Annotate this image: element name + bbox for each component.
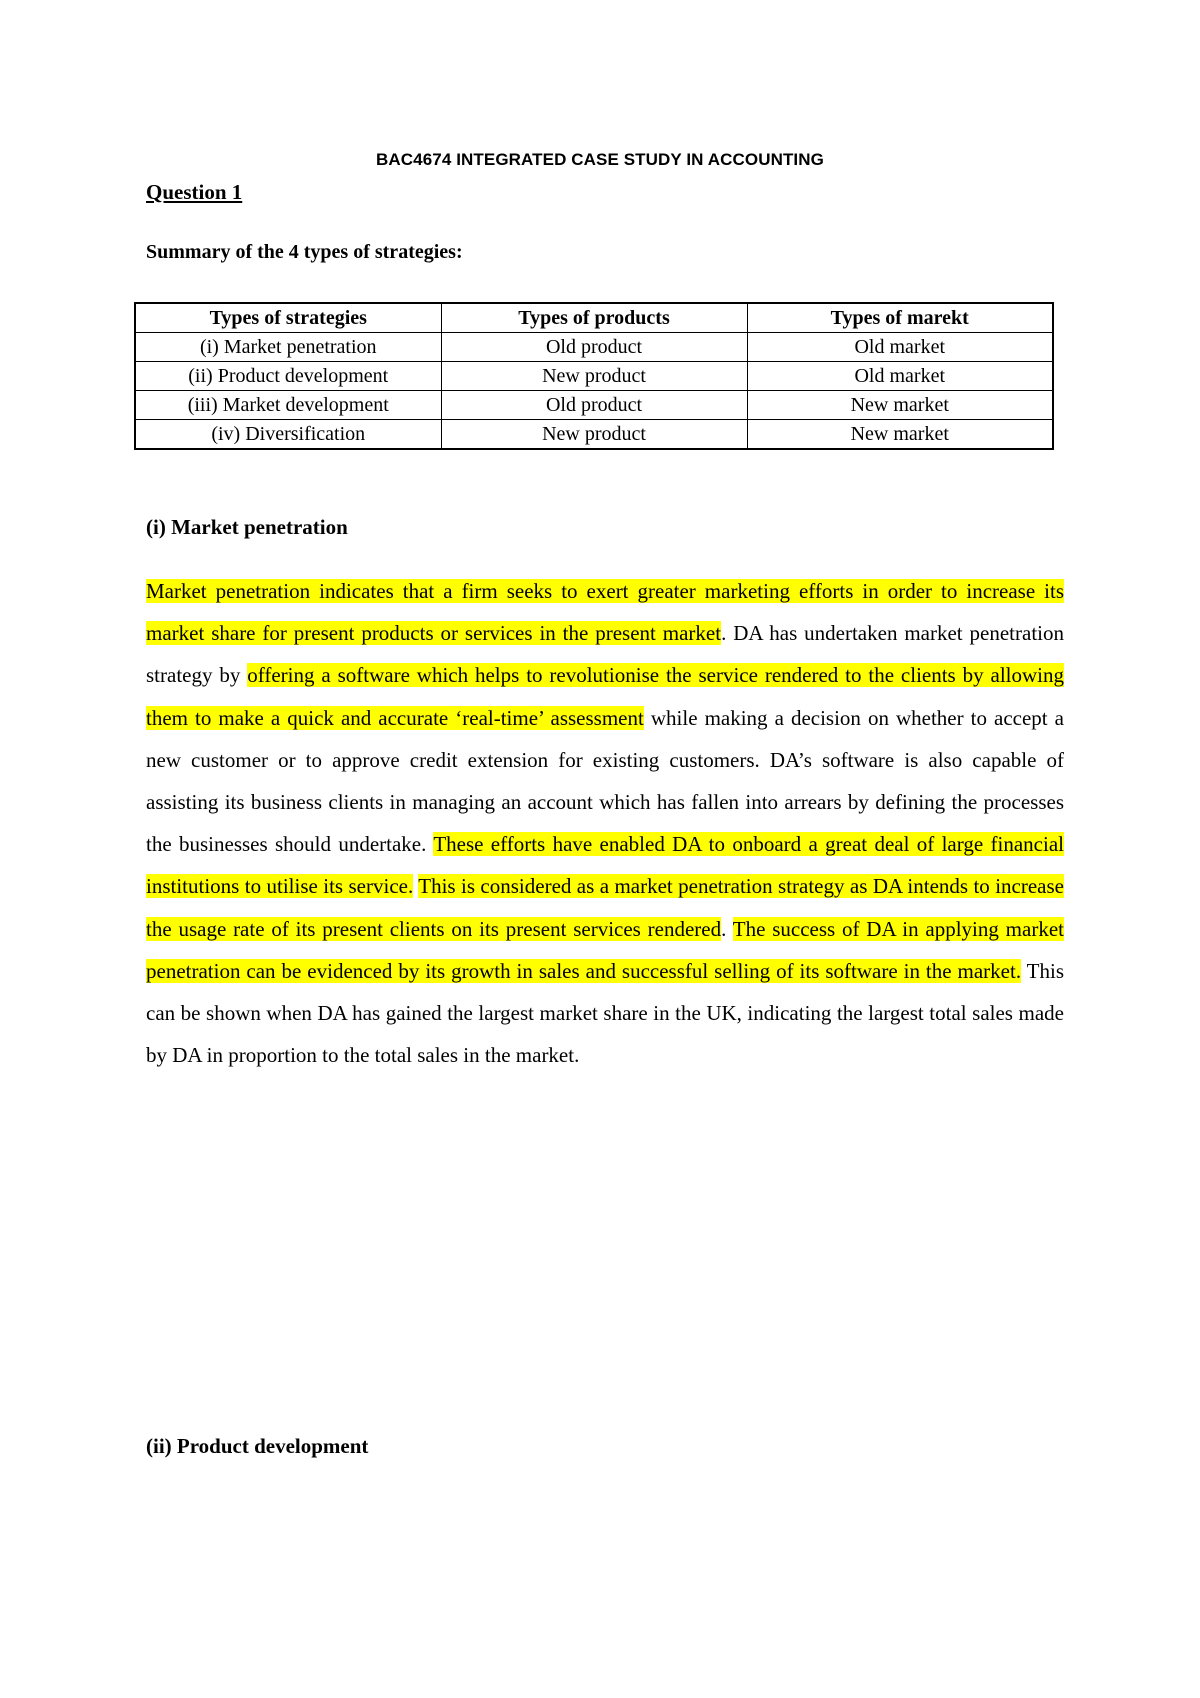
table-cell: Old product [441, 333, 747, 362]
table-header-cell: Types of products [441, 303, 747, 333]
table-row [135, 391, 1053, 420]
question-heading: Question 1 [146, 180, 243, 204]
table-row [135, 333, 1053, 362]
section-heading-market-penetration: (i) Market penetration [146, 515, 348, 539]
highlighted-text: These efforts have enabled DA to onboard a great deal of large financial institutions to utilise its service. [146, 832, 1064, 899]
table-cell: New market [747, 420, 1053, 450]
table-cell: Old product [441, 391, 747, 420]
table-cell: New market [747, 391, 1053, 420]
table-cell: Old market [747, 333, 1053, 362]
market-penetration-paragraph [146, 570, 1064, 1076]
strategy-table [134, 302, 1054, 450]
table-cell: (iv) Diversification [135, 420, 441, 450]
highlighted-text: This is considered as a market penetration strategy as DA intends to increase the usage rate of its present clients on its present services rendered [146, 874, 1064, 941]
table-row [135, 420, 1053, 450]
table-cell: (i) Market penetration [135, 333, 441, 362]
paragraph-text: while making a decision on whether to accept a new customer or to approve credit extension for existing customers. DA’s software is also capable of assisting its business clients in managing an account which has fallen into arrears by defining the processes the businesses should undertake. [146, 705, 1064, 857]
summary-heading: Summary of the 4 types of strategies: [146, 241, 463, 263]
section-heading-product-development: (ii) Product development [146, 1434, 369, 1458]
paragraph-text: . DA has undertaken market penetration strategy by [146, 621, 1064, 688]
highlighted-text: Market penetration indicates that a firm seeks to exert greater marketing efforts in order to increase its market share for present products or services in the present market [146, 579, 1064, 646]
table-cell: (iii) Market development [135, 391, 441, 420]
paragraph-text: This can be shown when DA has gained the largest market share in the UK, indicating the largest total sales made by DA in proportion to the total sales in the market. [146, 958, 1064, 1068]
document-title: BAC4674 INTEGRATED CASE STUDY IN ACCOUNTING [376, 150, 824, 169]
table-cell: Old market [747, 362, 1053, 391]
table-row [135, 362, 1053, 391]
table-header-cell: Types of strategies [135, 303, 441, 333]
highlighted-text: offering a software which helps to revolutionise the service rendered to the clients by allowing them to make a quick and accurate ‘real-time’ assessment [146, 663, 1064, 730]
table-cell: New product [441, 420, 747, 450]
highlighted-text: The success of DA in applying market penetration can be evidenced by its growth in sales and successful selling of its software in the market. [146, 916, 1064, 983]
table-cell: (ii) Product development [135, 362, 441, 391]
table-cell: New product [441, 362, 747, 391]
table-header-cell: Types of marekt [747, 303, 1053, 333]
table-header-row [135, 303, 1053, 333]
paragraph-text: . [721, 916, 733, 941]
